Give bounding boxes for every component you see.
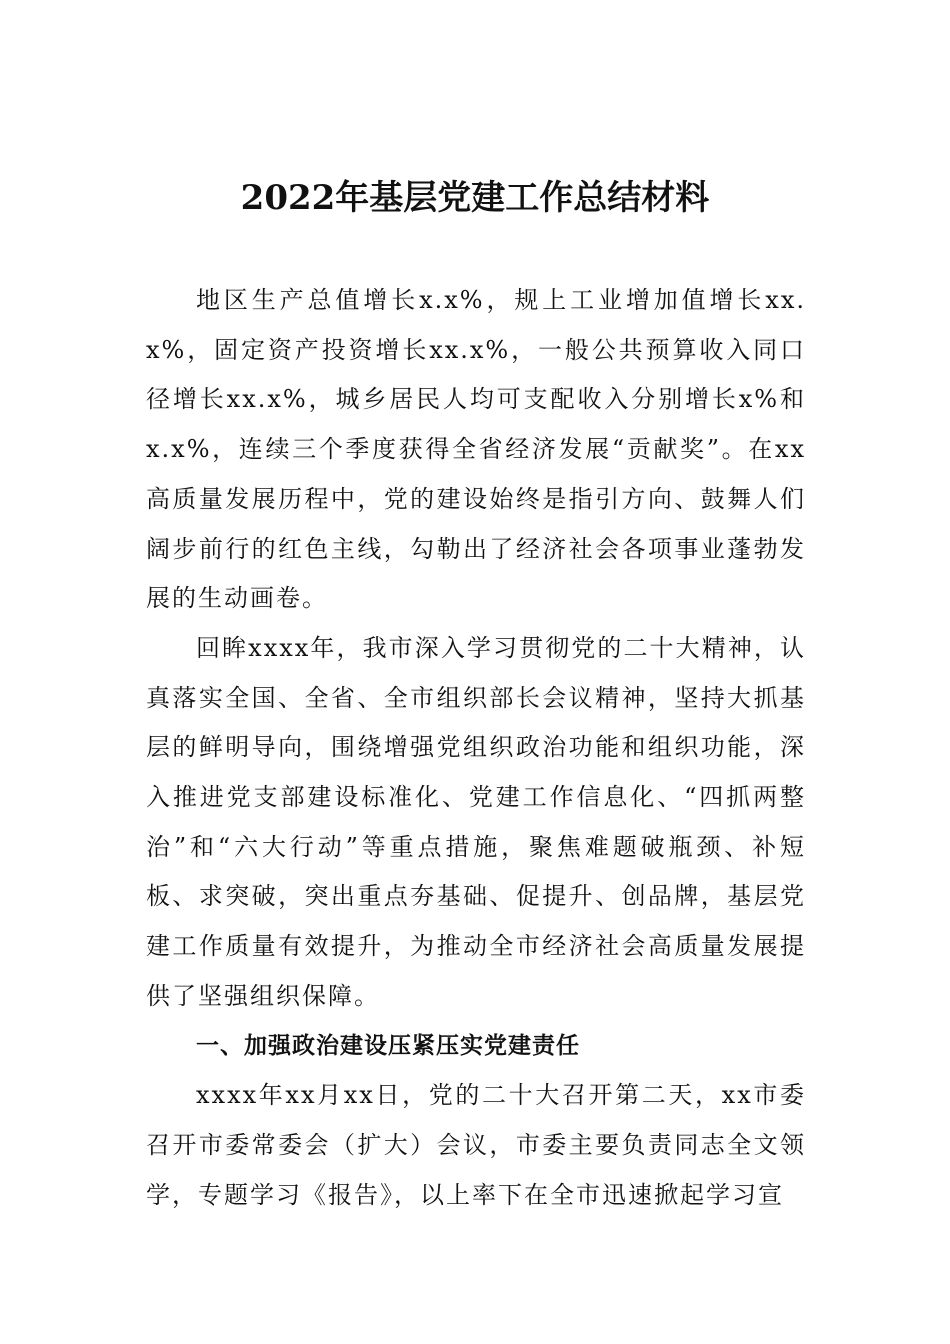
paragraph-year-review: 回眸xxxx年，我市深入学习贯彻党的二十大精神，认真落实全国、全省、全市组织部长会议精神，坚持大抓基层的鲜明导向，围绕增强党组织政治功能和组织功能，深入推进党支部建设标准化、党建工作信息化、“四抓两整治”和“六大行动”等重点措施，聚焦难题破瓶颈、补短板、求突破，突出重点夯基础、促提升、创品牌，基层党建工作质量有效提升，为推动全市经济社会高质量发展提供了坚强组织保障。 xyxy=(146,633,806,1010)
document-body xyxy=(146,276,806,1220)
section-heading-political-construction: 一、加强政治建设压紧压实党建责任 xyxy=(196,1032,580,1059)
document-title: 2022年基层党建工作总结材料 xyxy=(240,178,710,218)
paragraph-standing-committee: xxxx年xx月xx日，党的二十大召开第二天，xx市委召开市委常委会（扩大）会议，市委主要负责同志全文领学，专题学习《报告》，以上率下在全市迅速掀起学习宣 xyxy=(146,1081,806,1209)
paragraph-economic-summary: 地区生产总值增长x.x%，规上工业增加值增长xx.x%，固定资产投资增长xx.x%，一般公共预算收入同口径增长xx.x%，城乡居民人均可支配收入分别增长x%和x.x%，连续三个季度获得全省经济发展“贡献奖”。在xx高质量发展历程中，党的建设始终是指引方向、鼓舞人们阔步前行的红色主线，勾勒出了经济社会各项事业蓬勃发展的生动画卷。 xyxy=(146,286,806,613)
